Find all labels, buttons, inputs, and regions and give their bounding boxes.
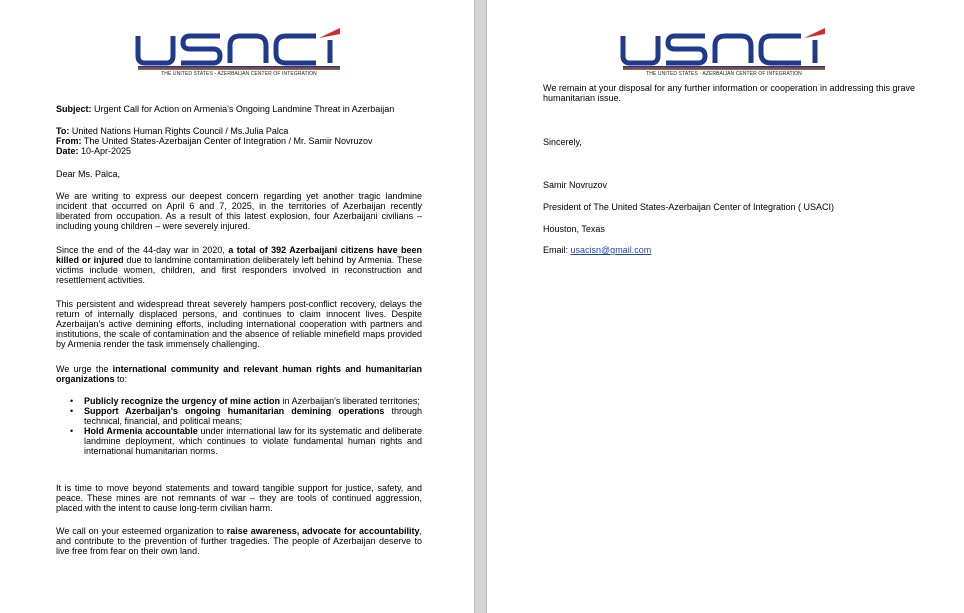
usaci-logo-graphic (134, 28, 344, 70)
signer-name-text: Samir Novruzov (543, 180, 608, 190)
signer-location-text: Houston, Texas (543, 224, 605, 234)
email-label: Email: (543, 245, 569, 255)
signer-location (543, 224, 923, 234)
signer-name (543, 180, 923, 190)
action-item-bold: Support Azerbaijan's ongoing humanitarian demining operations (84, 406, 385, 416)
urge-end: to: (117, 374, 128, 384)
from-text: The United States-Azerbaijan Center of Integration / Mr. Samir Novruzov (83, 136, 373, 146)
salutation-text: Dear Ms. Palca, (56, 169, 121, 179)
paragraph-2-end: due to landmine contamination deliberately left behind by Armenia. These victims include women, children, and first responders involved in reconstruction and resettlement activities. (56, 255, 422, 285)
paragraph-1-text: We are writing to express our deepest concern regarding yet another tragic landmine incident that occurred on April 6 and 7, 2025, in the territories of Azerbaijan recently liberated from occupation. As a result of this latest explosion, four Azerbaijani civilians – including young children – were severely injured. (56, 191, 422, 231)
logo-tagline: THE UNITED STATES - AZERBAIJAN CENTER OF INTEGRATION (161, 71, 317, 77)
from-label: From: (56, 136, 82, 146)
urge-bold: international community and relevant human rights and humanitarian organizations (56, 364, 422, 384)
paragraph-6-end: , and contribute to the prevention of further tragedies. The people of Azerbaijan deserve to live free from fear on their own land. (56, 526, 422, 556)
paragraph-6 (56, 526, 422, 556)
to-label: To: (56, 126, 70, 136)
sign-off (543, 137, 923, 147)
email-link[interactable]: usacisn@gmail.com (570, 245, 652, 255)
action-item (56, 406, 422, 426)
to-text: United Nations Human Rights Council / Ms.Julia Palca (71, 126, 289, 136)
action-item (56, 396, 422, 406)
subject-text: Urgent Call for Action on Armenia's Ongoing Landmine Threat in Azerbaijan (94, 104, 395, 114)
subject-line (56, 104, 422, 114)
usaci-logo (134, 28, 344, 78)
paragraph-2-start: Since the end of the 44-day war in 2020, (56, 245, 225, 255)
signer-title-text: President of The United States-Azerbaijan Center of Integration ( USACI) (543, 202, 834, 212)
page-gap (474, 0, 487, 613)
date-label: Date: (56, 146, 79, 156)
letter-page-2 (487, 0, 964, 613)
action-item (56, 426, 422, 456)
salutation (56, 169, 422, 179)
usaci-logo (619, 28, 829, 78)
subject-label: Subject: (56, 104, 92, 114)
logo-tagline: THE UNITED STATES - AZERBAIJAN CENTER OF INTEGRATION (646, 71, 802, 77)
address-block (56, 126, 422, 156)
action-item-bold: Hold Armenia accountable (84, 426, 198, 436)
paragraph-6-bold: raise awareness, advocate for accountability (226, 526, 420, 536)
paragraph-2-bold: a total of 392 Azerbaijani citizens have been killed or injured (56, 245, 422, 265)
urge-paragraph (56, 364, 422, 384)
closing-paragraph-text: We remain at your disposal for any further information or cooperation in addressing this grave humanitarian issue. (543, 83, 916, 103)
paragraph-6-start: We call on your esteemed organization to (56, 526, 224, 536)
usaci-logo-graphic (619, 28, 829, 70)
action-item-bold: Publicly recognize the urgency of mine action (84, 396, 281, 406)
action-item-rest: in Azerbaijan's liberated territories; (282, 396, 420, 406)
paragraph-3-text: This persistent and widespread threat severely hampers post-conflict recovery, delays the return of internally displaced persons, and continues to claim innocent lives. Despite Azerbaijan's active demining efforts, including international cooperation with partners and institutions, the scale of contamination and the absence of reliable minefield maps provided by Armenia render the task immensely challenging. (56, 299, 422, 349)
paragraph-2 (56, 245, 422, 285)
email-line (543, 245, 923, 255)
paragraph-5-text: It is time to move beyond statements and toward tangible support for justice, safety, and peace. These mines are not remnants of war – they are tools of continued aggression, placed with the intent to cause long-term civilian harm. (56, 483, 422, 513)
signer-title (543, 202, 923, 212)
action-list (56, 396, 422, 456)
paragraph-5 (56, 483, 422, 513)
action-item-rest: through technical, financial, and political means; (84, 406, 422, 426)
sign-off-text: Sincerely, (543, 137, 582, 147)
urge-start: We urge the (56, 364, 109, 374)
action-item-rest: under international law for its systematic and deliberate landmine deployment, which continues to violate fundamental human rights and international humanitarian norms. (84, 426, 422, 456)
paragraph-1 (56, 191, 422, 231)
date-text: 10-Apr-2025 (81, 146, 132, 156)
closing-paragraph (543, 83, 923, 103)
paragraph-3 (56, 299, 422, 349)
letter-page-1 (0, 0, 474, 613)
